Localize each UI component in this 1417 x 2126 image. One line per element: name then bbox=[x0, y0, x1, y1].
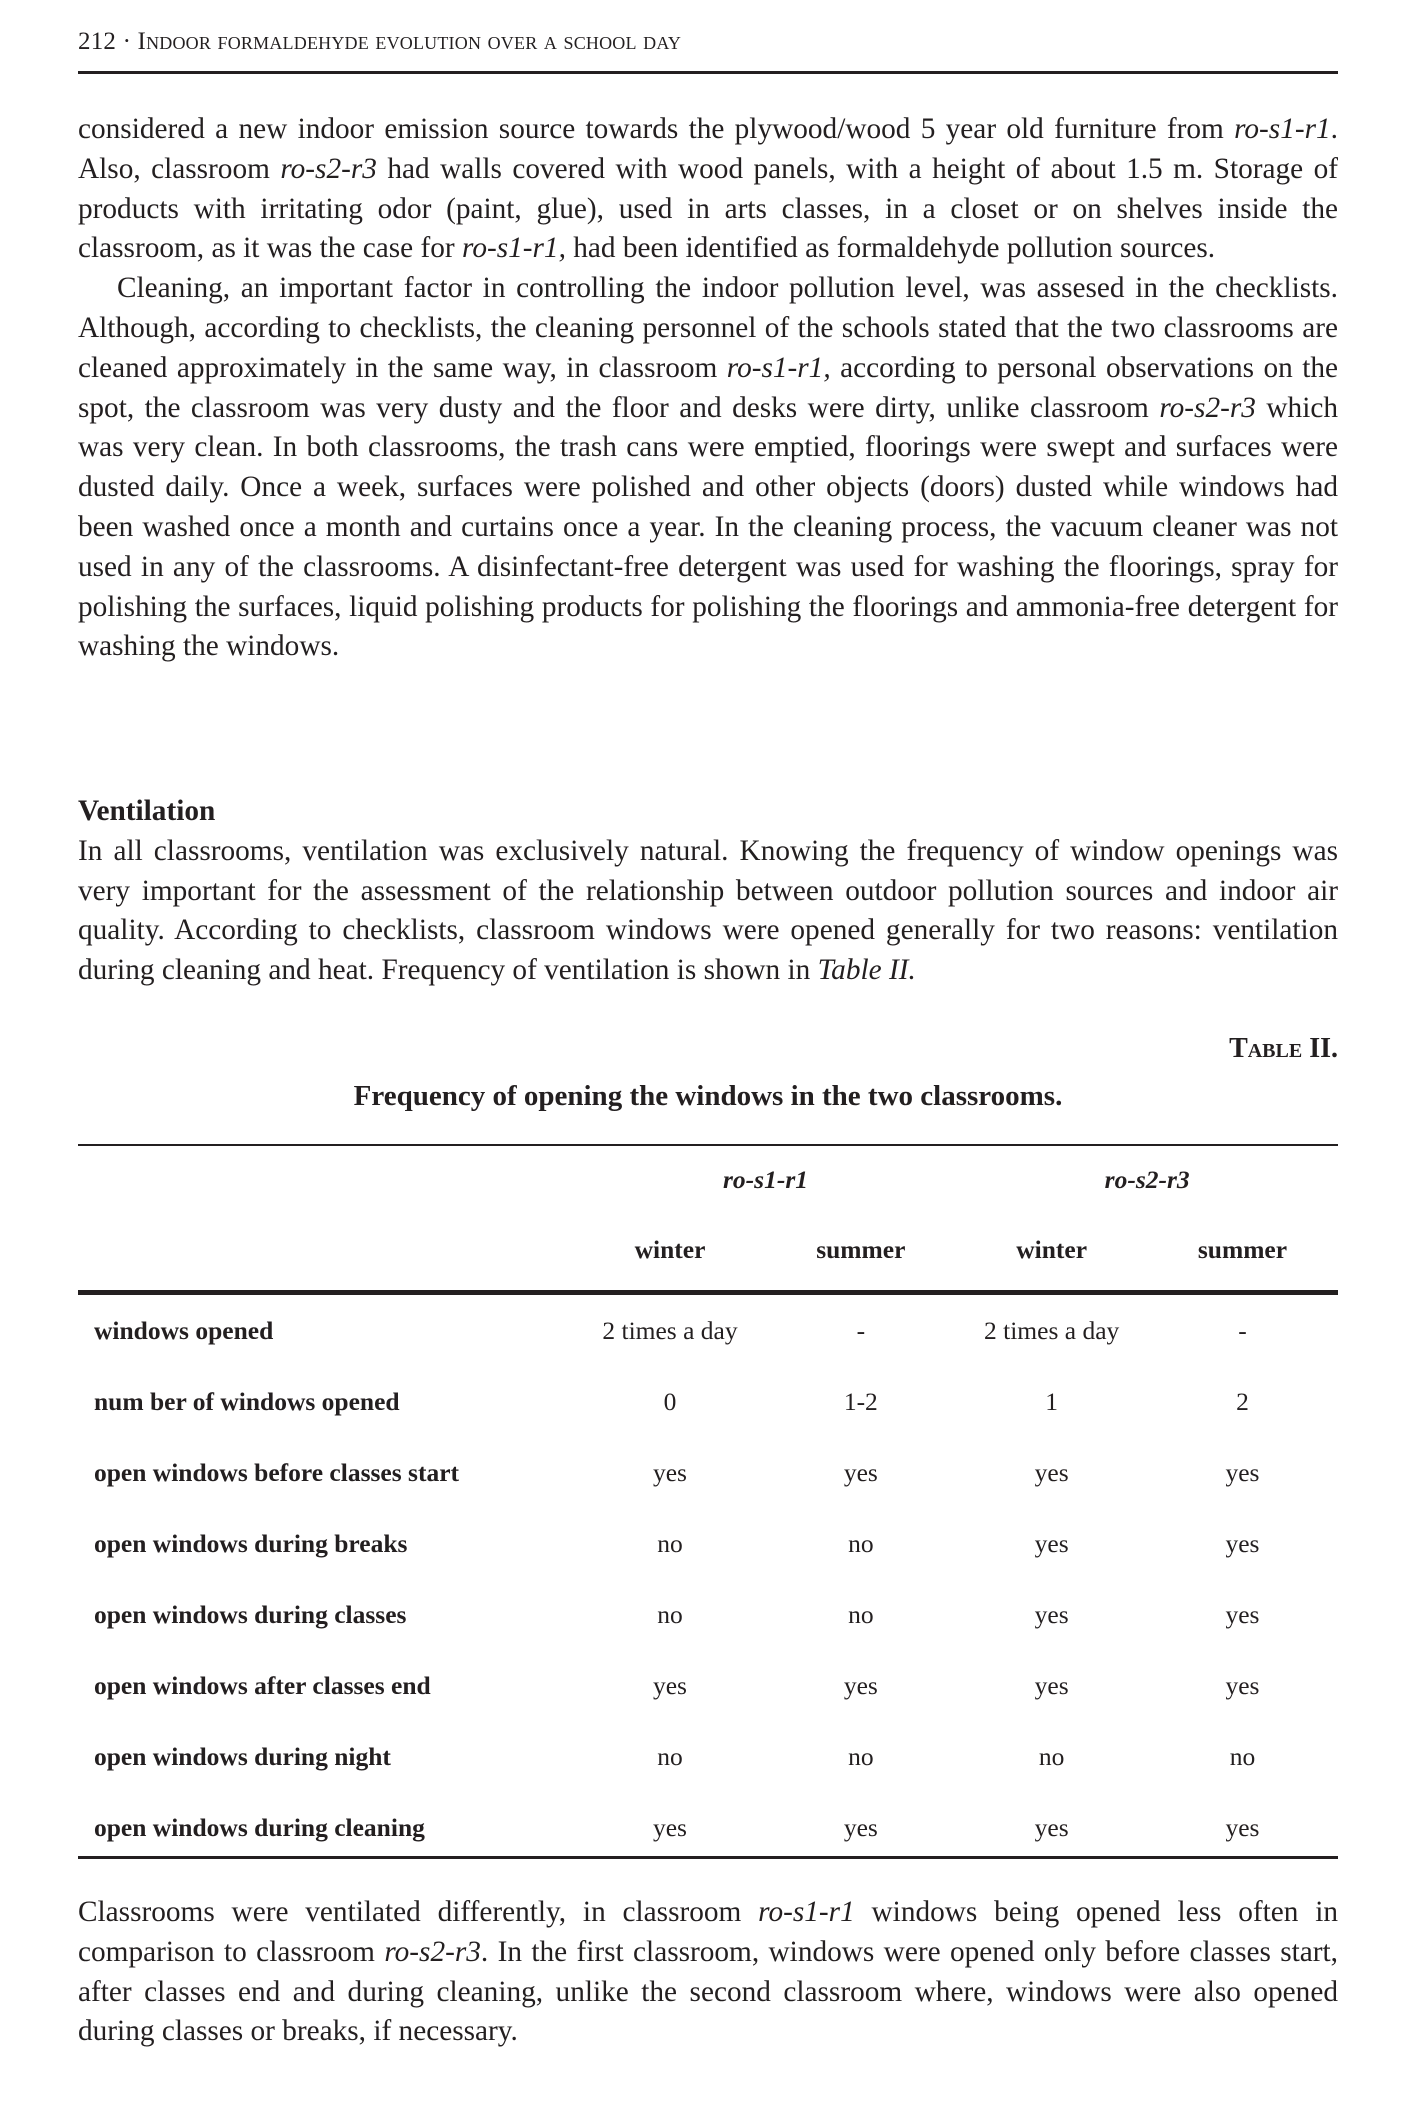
table-cell: no bbox=[848, 1528, 874, 1558]
running-header bbox=[78, 28, 681, 56]
table-cell: no bbox=[1038, 1741, 1065, 1771]
classroom-code: ro-s2-r3 bbox=[1159, 391, 1256, 424]
table-cell: no bbox=[1229, 1741, 1256, 1771]
header-separator: · bbox=[122, 28, 132, 55]
table-cell: - bbox=[856, 1315, 866, 1345]
paragraph-ventilation: In all classrooms, ventilation was exclusively natural. Knowing the frequency of window openings was very important for the assessment of the relationship between outdoor pollution sources and indoor air quality. According to checklists, classroom windows were opened generally for two reasons: ventilation during cleaning and heat. Frequency of ventilation is shown in Table II. bbox=[78, 834, 1338, 987]
row-label: num ber of windows opened bbox=[94, 1386, 400, 1416]
table-cell: yes bbox=[1034, 1670, 1069, 1700]
table-cell: no bbox=[657, 1599, 683, 1629]
table-caption: Frequency of opening the windows in the two classrooms. bbox=[353, 1080, 1063, 1112]
table-cell: no bbox=[848, 1741, 874, 1771]
classroom-code: ro-s1-r1, bbox=[726, 351, 831, 384]
table-cell: 1-2 bbox=[843, 1386, 878, 1416]
classroom-code: ro-s1-r1, bbox=[462, 232, 566, 265]
table-cell: 2 bbox=[1236, 1386, 1249, 1416]
table-row bbox=[78, 1579, 1338, 1650]
column-header-season: summer bbox=[816, 1235, 906, 1264]
classroom-code: ro-s1-r1 bbox=[758, 1896, 855, 1928]
column-header-season: winter bbox=[1016, 1235, 1088, 1264]
section-heading-ventilation: Ventilation bbox=[78, 795, 216, 827]
table-cell: 2 times a day bbox=[602, 1315, 738, 1345]
table-cell: yes bbox=[1225, 1670, 1260, 1700]
table-cell: yes bbox=[1034, 1599, 1069, 1629]
window-opening-table bbox=[78, 1146, 1338, 1863]
table-label: Table II. bbox=[1229, 1033, 1338, 1064]
table-cell: yes bbox=[1225, 1812, 1260, 1842]
paragraph-ventilation-comparison: Classrooms were ventilated differently, in classroom ro-s1-r1 windows being opened less often in comparison to classroom ro-s2-r3. In the first classroom, windows were opened only before classes start, after classes end and during cleaning, unlike the second classroom where, windows were also opened during classes or breaks, if necessary. bbox=[78, 1896, 1338, 2048]
group-header-classroom-2: ro-s2-r3 bbox=[1104, 1165, 1190, 1194]
table-group-header bbox=[78, 1146, 1338, 1214]
table-row bbox=[78, 1508, 1338, 1579]
table-cell: yes bbox=[652, 1812, 687, 1842]
classroom-code: ro-s1-r1 bbox=[1234, 113, 1331, 145]
table-row bbox=[78, 1721, 1338, 1792]
table-season-header bbox=[78, 1214, 1338, 1293]
classroom-code: ro-s2-r3 bbox=[384, 1935, 481, 1968]
row-label: open windows before classes start bbox=[94, 1457, 460, 1487]
classroom-code: ro-s2-r3 bbox=[280, 152, 377, 185]
table-cell: yes bbox=[1034, 1457, 1069, 1487]
table-row bbox=[78, 1366, 1338, 1437]
table-cell: no bbox=[657, 1741, 683, 1771]
table-cell: no bbox=[657, 1528, 683, 1558]
row-label: open windows during night bbox=[94, 1741, 391, 1771]
table-cell: yes bbox=[1225, 1528, 1260, 1558]
table-cell: no bbox=[848, 1599, 874, 1629]
table-cell: 1 bbox=[1045, 1386, 1058, 1416]
table-cell: yes bbox=[843, 1670, 878, 1700]
running-title: Indoor formaldehyde evolution over a school day bbox=[137, 28, 682, 55]
page-number: 212 bbox=[78, 28, 117, 55]
table-cell: yes bbox=[1225, 1599, 1260, 1629]
column-header-season: winter bbox=[634, 1235, 706, 1264]
paragraph-emission-sources: considered a new indoor emission source towards the plywood/wood 5 year old furniture from ro-s1-r1. Also, classroom ro-s2-r3 had walls covered with wood panels, with a height of about 1.5 m. Storage of products with irritating odor (paint, glue), used in arts classes, in a closet or on shelves inside the classroom, as it was the case for ro-s1-r1, had been identified as formaldehyde pollution sources. bbox=[78, 113, 1339, 265]
group-header-classroom-1: ro-s1-r1 bbox=[723, 1165, 809, 1194]
header-rule bbox=[78, 71, 1338, 74]
table-cell: 0 bbox=[663, 1386, 677, 1416]
table-reference: Table II. bbox=[817, 954, 916, 987]
paragraph-cleaning: Cleaning, an important factor in controlling the indoor pollution level, was assesed in the checklists. Although, according to checklists, the cleaning personnel of the schools stated that the two classrooms are cleaned approximately in the same way, in classroom ro-s1-r1, according to personal observations on the spot, the classroom was very dusty and the floor and desks were dirty, unlike classroom ro-s2-r3 which was very clean. In both classrooms, the trash cans were emptied, floorings were swept and surfaces were dusted daily. Once a week, surfaces were polished and other objects (doors) dusted while windows had been washed once a month and curtains once a year. In the cleaning process, the vacuum cleaner was not used in any of the classrooms. A disinfectant-free detergent was used for washing the floorings, spray for polishing the surfaces, liquid polishing products for polishing the floorings and ammonia-free detergent for washing the windows. bbox=[78, 272, 1338, 663]
table-cell: - bbox=[1238, 1315, 1247, 1345]
row-label: open windows during cleaning bbox=[94, 1812, 425, 1842]
table-cell: yes bbox=[1225, 1457, 1260, 1487]
row-label: open windows after classes end bbox=[94, 1670, 431, 1700]
table-cell: yes bbox=[1034, 1528, 1069, 1558]
table-cell: yes bbox=[843, 1457, 878, 1487]
table-cell: yes bbox=[652, 1457, 687, 1487]
table-row bbox=[78, 1650, 1338, 1721]
closing-section bbox=[78, 1893, 1338, 2052]
row-label: open windows during breaks bbox=[94, 1528, 408, 1558]
row-label: windows opened bbox=[94, 1315, 274, 1345]
table-row bbox=[78, 1293, 1338, 1367]
table-cell: yes bbox=[843, 1812, 878, 1842]
table-cell: 2 times a day bbox=[984, 1315, 1120, 1345]
row-label: open windows during classes bbox=[94, 1599, 407, 1629]
body-paragraphs bbox=[78, 110, 1338, 667]
table-row bbox=[78, 1792, 1338, 1863]
table-bottom-rule bbox=[78, 1856, 1338, 1859]
table-cell: yes bbox=[1034, 1812, 1069, 1842]
column-header-season: summer bbox=[1197, 1235, 1288, 1264]
ventilation-section bbox=[78, 792, 1338, 991]
table-cell: yes bbox=[652, 1670, 687, 1700]
table-row bbox=[78, 1437, 1338, 1508]
